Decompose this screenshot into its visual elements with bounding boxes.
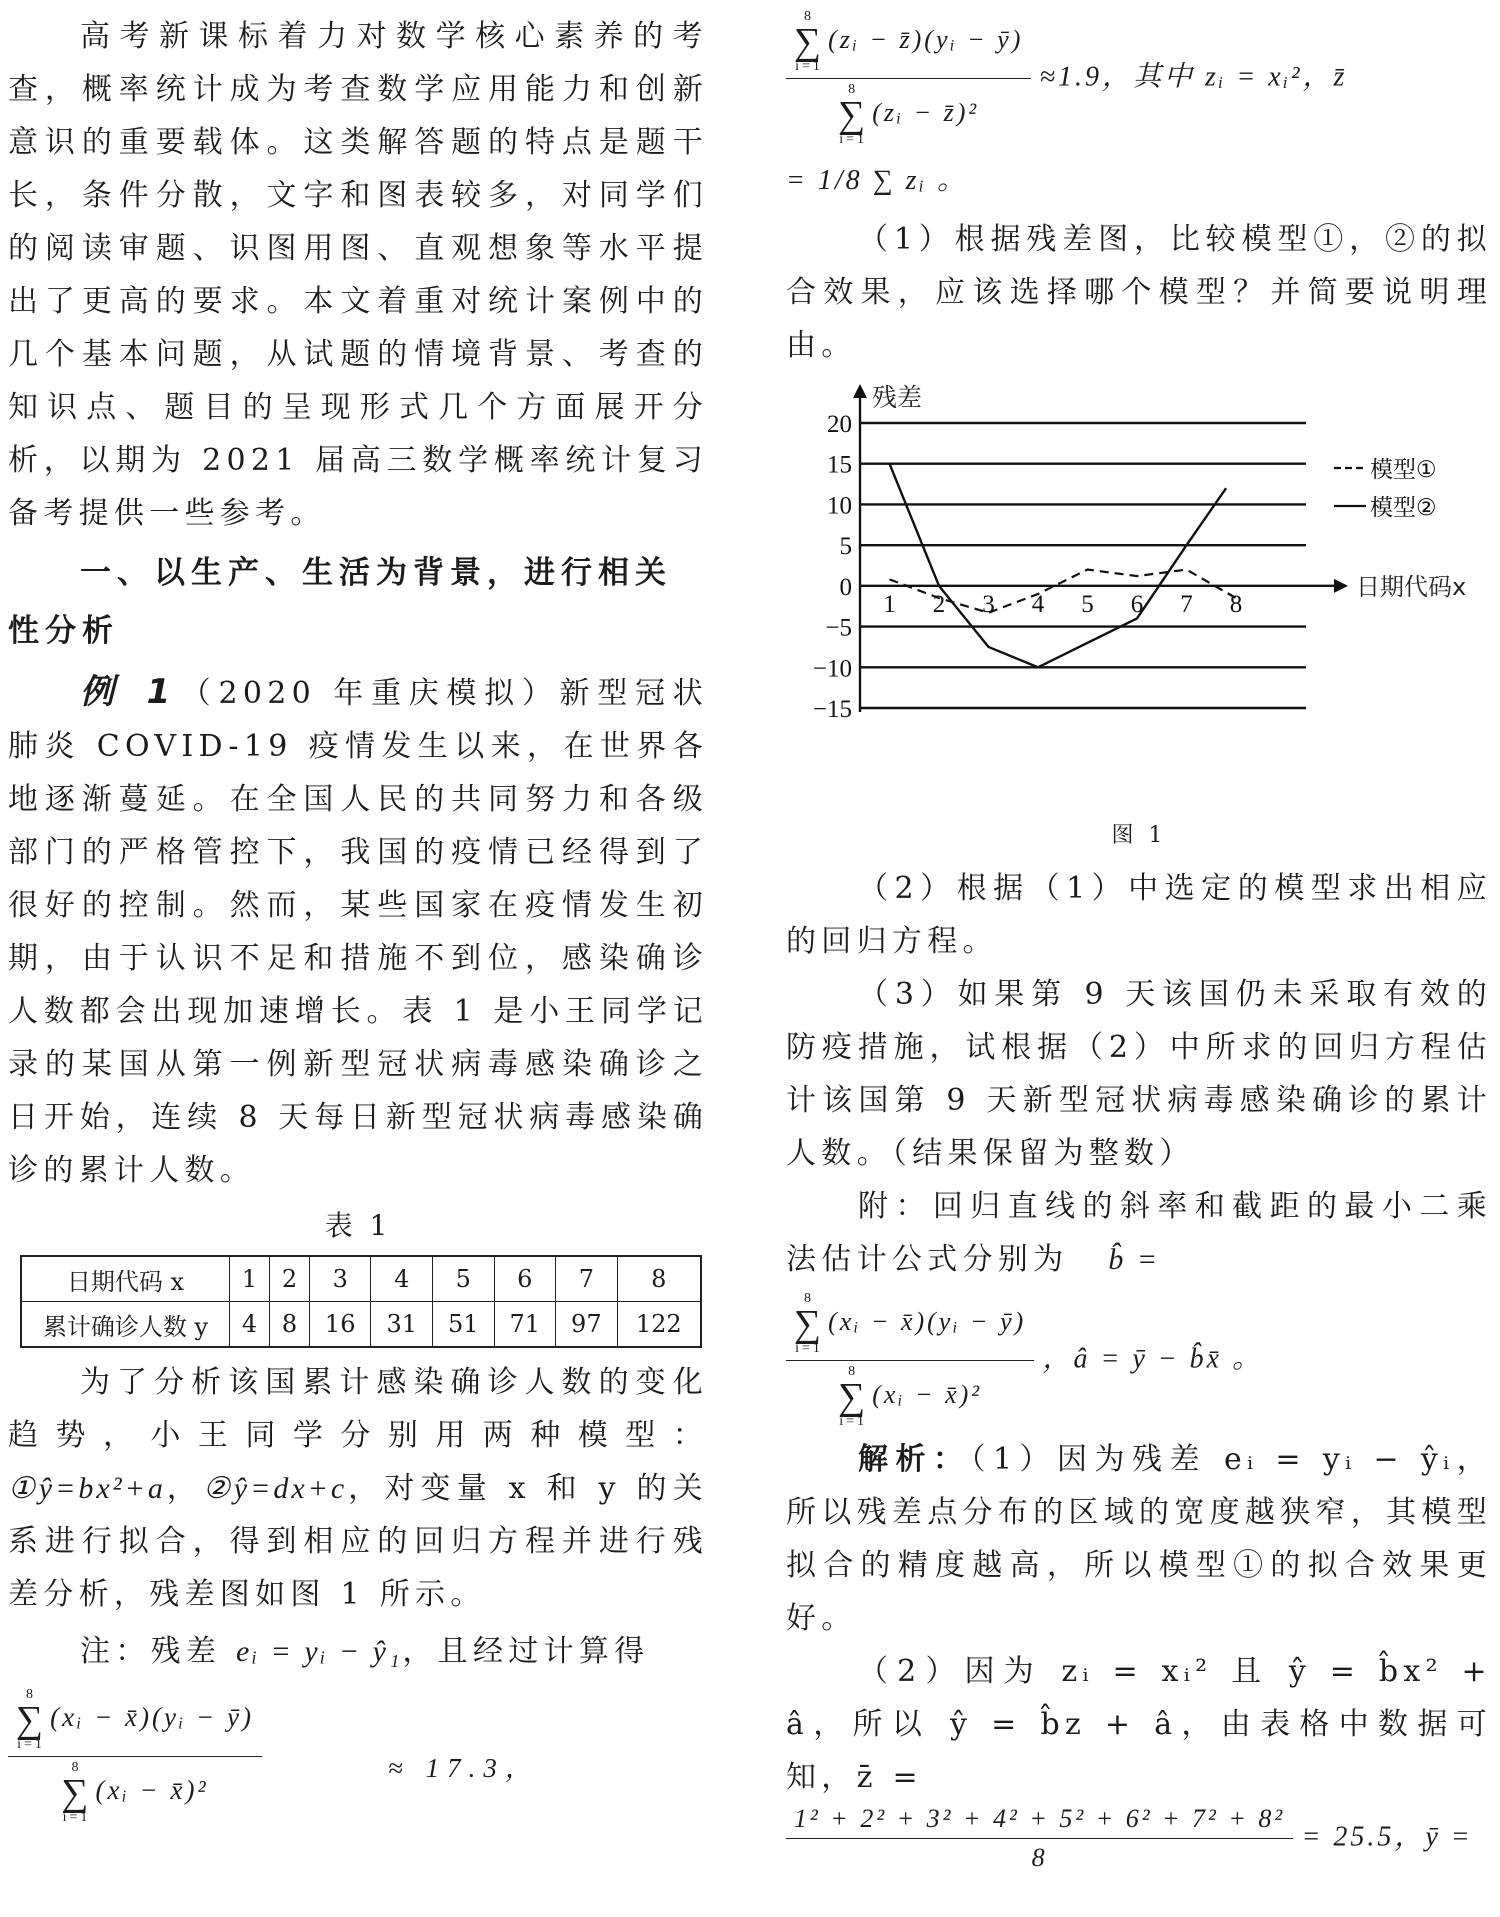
note-residual: eᵢ = yᵢ − ŷ₁ (236, 1635, 403, 1668)
y-axis-label: 残差 (872, 383, 923, 412)
fraction-numerator: (xᵢ − x̄)(yᵢ − ȳ) (828, 1306, 1027, 1336)
y-tick-label: −10 (812, 655, 852, 683)
note-text-a: 注：残差 (80, 1634, 237, 1669)
grid-lines (860, 386, 1346, 712)
data-table (20, 1255, 702, 1348)
sum-symbol: 8 ∑ i=1 (16, 1687, 47, 1752)
question-1: （1）根据残差图，比较模型①，②的拟合效果，应该选择哪个模型？并简要说明理由。 (786, 222, 1492, 363)
fraction-value: ≈ 17.3， (388, 1753, 540, 1783)
fraction-denominator: (xᵢ − x̄)² (872, 1379, 983, 1409)
fraction-numerator: 1² + 2² + 3² + 4² + 5² + 6² + 7² + 8² (786, 1804, 1293, 1839)
y-tick-label: −5 (825, 614, 852, 642)
table-cell: 6 (494, 1256, 556, 1302)
table-cell: 8 (617, 1256, 701, 1302)
left-column (8, 0, 708, 1838)
zbar-definition: = 1/8 ∑ zᵢ 。 (786, 165, 968, 196)
intro-paragraph: 高考新课标着力对数学核心素养的考查，概率统计成为考查数学应用能力和创新意识的重要载体。这类解答题的特点是题干长，条件分散，文字和图表较多，对同学们的阅读审题、识图用图、直观想象等水平提出了更高的要求。本文着重对统计案例中的几个基本问题，从试题的情境背景、考查的知识点、题目的呈现形式几个方面展开分析，以期为 2021 届高三数学概率统计复习备考提供一些参考。 (8, 19, 708, 531)
fraction-xy (8, 1688, 262, 1825)
table-cell: 71 (494, 1302, 556, 1348)
formula-zbar (786, 1804, 1492, 1873)
x-tick-label: 1 (883, 590, 896, 618)
table-cell: 4 (371, 1256, 433, 1302)
x-tick-label: 4 (1031, 590, 1045, 618)
fraction-denominator: (zᵢ − z̄)² (872, 97, 980, 127)
table-cell: 16 (309, 1302, 371, 1348)
example-paragraph (8, 666, 708, 1197)
y-tick-labels (813, 411, 852, 723)
table-caption: 表 1 (324, 1209, 392, 1242)
table-row (21, 1256, 701, 1302)
table-row-label: 累计确诊人数 y (21, 1302, 230, 1348)
table-cell: 51 (433, 1302, 495, 1348)
fraction-zy (786, 10, 1031, 147)
fraction-numerator: (zᵢ − z̄)(yᵢ − ȳ) (828, 24, 1024, 54)
solution-2-tail: = 25.5，ȳ = (1301, 1821, 1473, 1853)
x-tick-label: 2 (932, 590, 946, 618)
note-paragraph (8, 1625, 708, 1678)
table-cell: 8 (269, 1302, 309, 1348)
x-axis-label: 日期代码x (1356, 572, 1467, 601)
solution-1-text: （1）因为残差 eᵢ = yᵢ − ŷᵢ，所以残差点分布的区域的宽度越狭窄，其模型拟合的精度越高，所以模型①的拟合效果更好。 (786, 1442, 1492, 1636)
y-tick-label: 15 (827, 451, 852, 479)
x-tick-label: 6 (1130, 590, 1144, 618)
ahat-formula: ，â = ȳ − b̂x̄ 。 (1042, 1343, 1264, 1375)
table-cell: 122 (617, 1302, 701, 1348)
sum-symbol: 8 ∑ i=1 (794, 9, 825, 74)
x-tick-labels (883, 591, 1242, 618)
fraction-denominator: (xᵢ − x̄)² (95, 1775, 209, 1806)
table-cell: 97 (556, 1302, 618, 1348)
y-tick-label: 5 (839, 533, 852, 561)
table-row (21, 1302, 701, 1348)
x-tick-label: 8 (1229, 590, 1243, 618)
fraction-bhat (786, 1292, 1034, 1429)
sum-symbol: 8 ∑ i=1 (794, 1291, 825, 1356)
fraction-value: ≈1.9，其中 zᵢ = xᵢ²，z̄ (1039, 61, 1348, 93)
formula-xy-ratio (8, 1688, 708, 1838)
y-tick-label: −15 (812, 696, 852, 723)
example-label: 例 1 (80, 672, 179, 712)
y-tick-label: 20 (827, 411, 852, 438)
y-tick-label: 10 (827, 492, 852, 520)
y-tick-label: 0 (839, 573, 852, 601)
right-column (786, 0, 1492, 1873)
series-model-2-line (890, 464, 1227, 668)
sum-symbol: 8 ∑ i=1 (838, 1364, 869, 1429)
residual-chart (786, 378, 1492, 808)
fraction-numerator: (xᵢ − x̄)(yᵢ − ȳ) (50, 1702, 254, 1733)
legend-label: 模型① (1370, 457, 1437, 483)
table-cell: 1 (230, 1256, 270, 1302)
table-cell: 31 (371, 1302, 433, 1348)
x-tick-label: 3 (982, 590, 995, 618)
chart-legend (1334, 457, 1437, 521)
question-2: （2）根据（1）中选定的模型求出相应的回归方程。 (786, 871, 1492, 959)
table-cell: 4 (230, 1302, 270, 1348)
x-tick-label: 7 (1180, 590, 1193, 618)
table-cell: 5 (433, 1256, 495, 1302)
section-heading: 一、以生产、生活为背景，进行相关性分析 (8, 555, 672, 649)
analysis-paragraph: 为了分析该国累计感染确诊人数的变化趋势，小王同学分别用两种模型：①ŷ=bx²+a，②ŷ=dx+c，对变量 x 和 y 的关系进行拟合，得到相应的回归方程并进行残差分析，残差图如图 1 所示。 (8, 1365, 708, 1612)
sum-symbol: 8 ∑ i=1 (61, 1760, 92, 1825)
model2-formula: ②ŷ=dx+c (203, 1472, 348, 1505)
solution-label: 解析： (858, 1442, 971, 1477)
question-3: （3）如果第 9 天该国仍未采取有效的防疫措施，试根据（2）中所求的回归方程估计该国第 9 天新型冠状病毒感染确诊的累计人数。（结果保留为整数） (786, 977, 1492, 1171)
analysis-text-b: ，对变量 x 和 y 的关系进行拟合，得到相应的回归方程并进行残差分析，残差图如图 1 所示。 (8, 1471, 708, 1612)
table-cell: 3 (309, 1256, 371, 1302)
table-cell: 7 (556, 1256, 618, 1302)
figure-caption: 图 1 (1111, 823, 1167, 848)
solution-1 (786, 1433, 1492, 1645)
analysis-text-a: 为了分析该国累计感染确诊人数的变化趋势，小王同学分别用两种模型： (8, 1365, 708, 1453)
formula-zy-ratio (786, 10, 1492, 147)
fraction-denominator: 8 (1031, 1843, 1048, 1872)
appendix-paragraph (786, 1180, 1492, 1286)
formula-bhat (786, 1292, 1492, 1429)
appendix-text: 附：回归直线的斜率和截距的最小二乘法估计公式分别为 (786, 1189, 1492, 1277)
fraction-zbar (786, 1804, 1293, 1873)
legend-label: 模型② (1370, 495, 1437, 521)
note-text-b: ，且经过计算得 (402, 1634, 650, 1669)
sum-symbol: 8 ∑ i=1 (838, 82, 869, 147)
example-text: （2020 年重庆模拟）新型冠状肺炎 COVID-19 疫情发生以来，在世界各地逐渐蔓延。在全国人民的共同努力和各级部门的严格管控下，我国的疫情已经得到了很好的控制。然而，某些国家在疫情发生初期，由于认识不足和措施不到位，感染确诊人数都会出现加速增长。表 1 是小王同学记录的某国从第一例新型冠状病毒感染确诊之日开始，连续 8 天每日新型冠状病毒感染确诊的累计人数。 (8, 676, 708, 1188)
bhat-label: b̂ = (1108, 1243, 1161, 1276)
x-tick-label: 5 (1081, 590, 1094, 618)
solution-2: （2）因为 zᵢ = xᵢ² 且 ŷ = b̂x² + â，所以 ŷ = b̂z + â，由表格中数据可知，z̄ = (786, 1654, 1492, 1795)
table-cell: 2 (269, 1256, 309, 1302)
series-lines (890, 464, 1237, 668)
model1-formula: ①ŷ=bx²+a (8, 1472, 166, 1505)
table-row-label: 日期代码 x (21, 1256, 230, 1302)
